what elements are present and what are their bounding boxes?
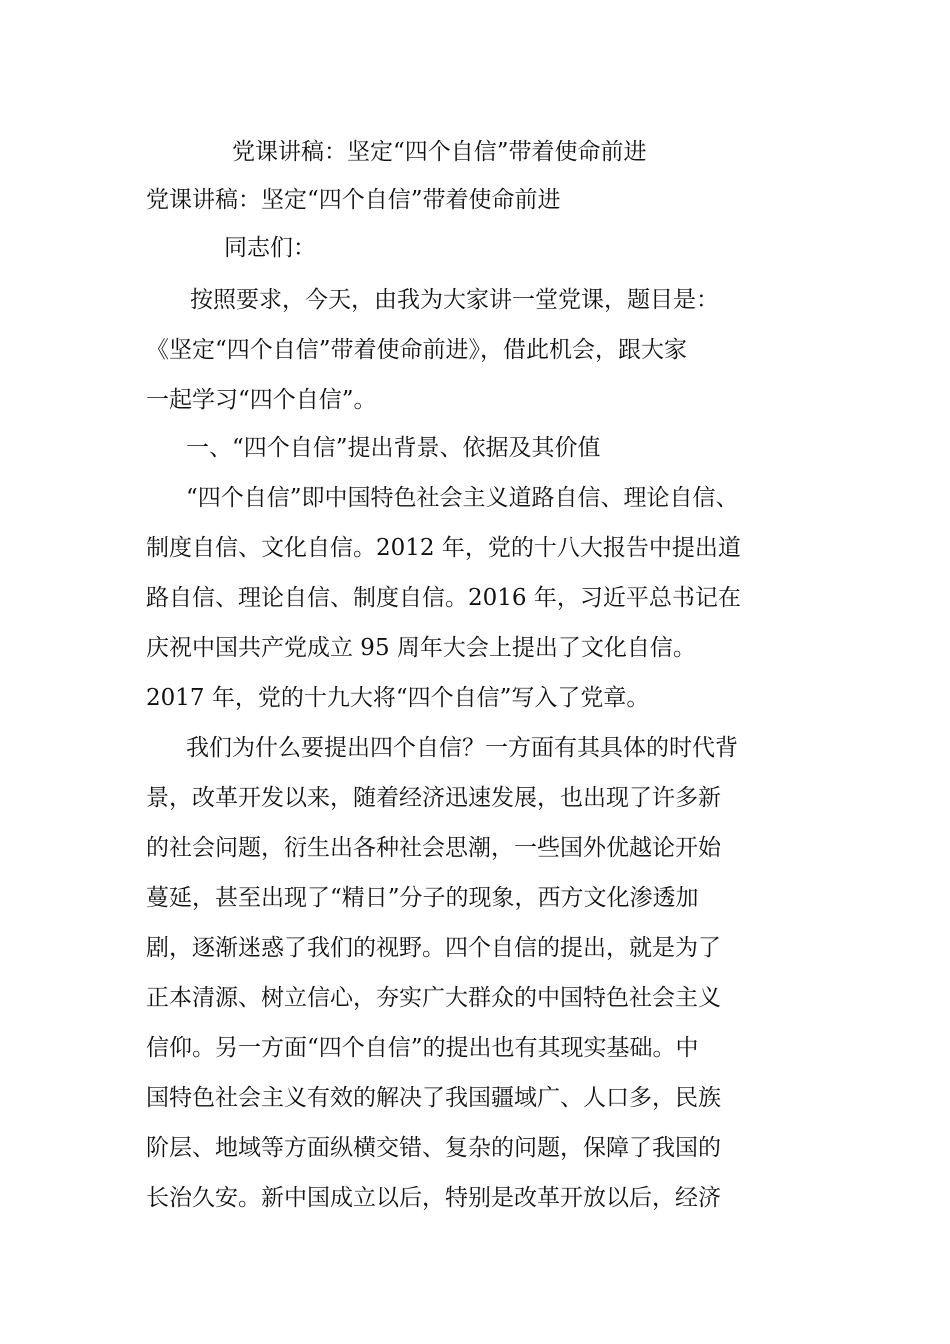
paragraph-line: 阶层、地域等方面纵横交错、复杂的问题，保障了我国的 xyxy=(146,1135,721,1161)
paragraph-line: 庆祝中国共产党成立 95 周年大会上提出了文化自信。 xyxy=(146,635,696,661)
greeting: 同志们： xyxy=(224,235,316,261)
paragraph-line: 制度自信、文化自信。2012 年，党的十八大报告中提出道 xyxy=(146,535,741,561)
document-title: 党课讲稿：坚定“四个自信”带着使命前进 xyxy=(232,139,647,165)
paragraph-line: 蔓延，甚至出现了“精日”分子的现象，西方文化渗透加 xyxy=(146,885,699,911)
section-heading: 一、“四个自信”提出背景、依据及其价值 xyxy=(186,435,601,461)
paragraph-line: 国特色社会主义有效的解决了我国疆域广、人口多，民族 xyxy=(146,1085,721,1111)
paragraph-line: 剧，逐渐迷惑了我们的视野。四个自信的提出，就是为了 xyxy=(146,935,721,961)
paragraph-line: 信仰。另一方面“四个自信”的提出也有其现实基础。中 xyxy=(146,1035,699,1061)
intro-line: 《坚定“四个自信”带着使命前进》，借此机会，跟大家 xyxy=(146,337,688,363)
paragraph-line: 路自信、理论自信、制度自信。2016 年，习近平总书记在 xyxy=(146,585,741,611)
paragraph-line: 长治久安。新中国成立以后，特别是改革开放以后，经济 xyxy=(146,1185,721,1211)
intro-line: 按照要求，今天，由我为大家讲一堂党课，题目是： xyxy=(190,287,719,313)
document-subtitle: 党课讲稿：坚定“四个自信”带着使命前进 xyxy=(146,187,561,213)
paragraph-line: 2017 年，党的十九大将“四个自信”写入了党章。 xyxy=(146,685,650,711)
paragraph-line: 我们为什么要提出四个自信？一方面有其具体的时代背 xyxy=(186,735,738,761)
paragraph-line: 正本清源、树立信心，夯实广大群众的中国特色社会主义 xyxy=(146,985,721,1011)
paragraph-line: 景，改革开发以来，随着经济迅速发展，也出现了许多新 xyxy=(146,785,721,811)
intro-line: 一起学习“四个自信”。 xyxy=(146,387,377,413)
paragraph-line: “四个自信”即中国特色社会主义道路自信、理论自信、 xyxy=(186,485,739,511)
paragraph-line: 的社会问题，衍生出各种社会思潮，一些国外优越论开始 xyxy=(146,835,721,861)
